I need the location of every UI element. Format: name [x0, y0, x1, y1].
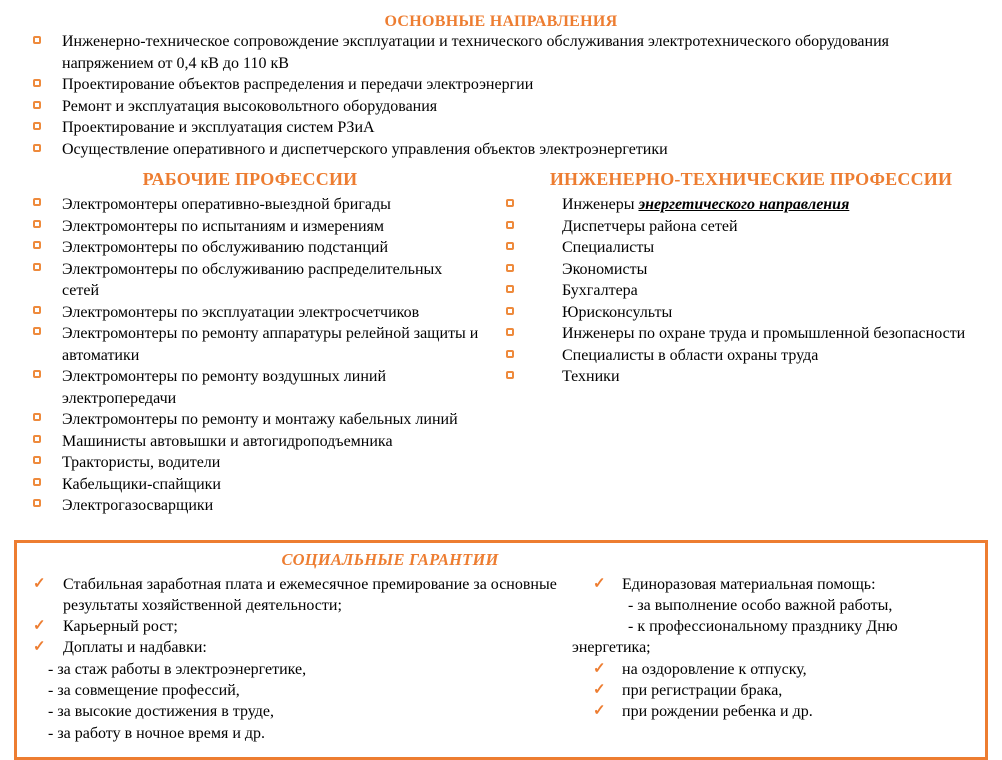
list-item-text: Кабельщики-спайщики	[62, 475, 221, 493]
checkbox-bullet-icon	[33, 220, 41, 228]
item-emphasized: энергетического направления	[638, 196, 850, 213]
list-item-text: Бухгалтера	[562, 282, 638, 299]
list-item	[17, 701, 572, 722]
engineering-professions-list	[500, 194, 1002, 388]
list-item	[0, 31, 1002, 74]
list-item	[0, 237, 500, 259]
list-item-text: Карьерный рост;	[63, 618, 178, 636]
list-item-text: при регистрации брака,	[622, 681, 783, 699]
item-prefix: Инженеры	[562, 196, 635, 213]
social-guarantees-right-column	[572, 574, 985, 744]
social-guarantees-left-list	[17, 574, 572, 744]
checkbox-bullet-icon	[506, 221, 514, 229]
checkbox-bullet-icon	[33, 101, 41, 109]
list-item-text: Электромонтеры по обслуживанию подстанций	[62, 239, 389, 256]
main-directions-title: ОСНОВНЫЕ НАПРАВЛЕНИЯ	[384, 13, 618, 30]
list-item	[500, 194, 1002, 216]
list-item	[0, 259, 500, 302]
check-icon: ✓	[33, 639, 46, 656]
social-guarantees-left-column	[17, 574, 572, 744]
checkbox-bullet-icon	[33, 79, 41, 87]
list-item-text: Ремонт и эксплуатация высоковольтного оборудования	[62, 97, 438, 115]
list-item	[17, 616, 572, 637]
checkbox-bullet-icon	[33, 435, 41, 443]
list-item-text: Электрогазосварщики	[62, 497, 214, 514]
social-guarantees-right-list	[572, 574, 985, 723]
list-item-text: Экономисты	[562, 260, 648, 278]
list-item-text: Доплаты и надбавки:	[63, 639, 207, 657]
list-item-text: - за выполнение особо важной работы,	[628, 596, 893, 614]
check-icon: ✓	[593, 575, 606, 592]
checkbox-bullet-icon	[33, 478, 41, 486]
list-item	[572, 659, 985, 680]
list-item-text: Стабильная заработная плата и ежемесячное премирование за основные результаты хозяйственной деятельности;	[63, 575, 557, 614]
checkbox-bullet-icon	[506, 242, 514, 250]
social-guarantees-box	[14, 540, 988, 760]
checkbox-bullet-icon	[33, 327, 41, 335]
list-item-text: Инженеры по охране труда и промышленной безопасности	[562, 325, 966, 342]
list-item-text: Электромонтеры по испытаниям и измерениям	[62, 217, 385, 235]
list-item	[500, 345, 1002, 367]
list-item	[500, 259, 1002, 281]
checkbox-bullet-icon	[33, 122, 41, 130]
list-item	[17, 574, 572, 617]
list-item	[17, 637, 572, 658]
list-item-text: на оздоровление к отпуску,	[622, 660, 807, 678]
engineering-professions-column	[500, 169, 1002, 517]
checkbox-bullet-icon	[33, 370, 41, 378]
list-item	[0, 96, 1002, 118]
worker-professions-list	[0, 194, 500, 517]
check-icon: ✓	[593, 703, 606, 720]
list-item	[17, 723, 572, 744]
list-item	[500, 302, 1002, 324]
list-item	[0, 366, 500, 409]
list-item	[572, 616, 942, 659]
checkbox-bullet-icon	[33, 263, 41, 271]
list-item	[500, 366, 1002, 388]
checkbox-bullet-icon	[33, 306, 41, 314]
list-item	[0, 452, 500, 474]
check-icon: ✓	[33, 575, 46, 592]
list-item-text: Трактористы, водители	[62, 454, 221, 471]
list-item-text: - за совмещение профессий,	[48, 681, 240, 699]
check-icon: ✓	[33, 618, 46, 635]
list-item	[0, 431, 500, 453]
checkbox-bullet-icon	[33, 144, 41, 152]
list-item	[500, 237, 1002, 259]
list-item-text: Электромонтеры по обслуживанию распределительных сетей	[62, 260, 443, 299]
list-item-text: при рождении ребенка и др.	[622, 703, 813, 721]
list-item	[0, 117, 1002, 139]
list-item	[0, 139, 1002, 161]
list-item	[0, 194, 500, 216]
list-item-text: Электромонтеры по ремонту воздушных линий электропередачи	[62, 368, 387, 407]
list-item-text: - за высокие достижения в труде,	[48, 703, 274, 721]
list-item	[572, 574, 985, 595]
list-item-text: Электромонтеры по эксплуатации электросчетчиков	[62, 303, 420, 321]
list-item-text: Инженерно-техническое сопровождение эксплуатации и технического обслуживания электротехнического оборудования напряжением от 0,4 кВ до 110 кВ	[62, 33, 889, 72]
list-item-text: Проектирование и эксплуатация систем РЗиА	[62, 119, 375, 136]
checkbox-bullet-icon	[33, 413, 41, 421]
list-item-text: Диспетчеры района сетей	[562, 217, 738, 235]
worker-professions-column	[0, 169, 500, 517]
list-item	[572, 701, 985, 722]
list-item	[0, 302, 500, 324]
engineering-professions-title: ИНЖЕНЕРНО-ТЕХНИЧЕСКИЕ ПРОФЕССИИ	[549, 169, 953, 189]
main-directions-list	[0, 31, 1002, 160]
list-item-text: Специалисты	[562, 239, 655, 256]
list-item-text: Осуществление оперативного и диспетчерского управления объектов электроэнергетики	[62, 140, 668, 158]
list-item-text	[562, 196, 849, 213]
list-item-text: - за работу в ночное время и др.	[48, 724, 266, 742]
checkbox-bullet-icon	[33, 456, 41, 464]
list-item	[0, 74, 1002, 96]
list-item-text: Специалисты в области охраны труда	[562, 346, 819, 364]
checkbox-bullet-icon	[506, 371, 514, 379]
list-item-text: - за стаж работы в электроэнергетике,	[48, 660, 307, 678]
worker-professions-title: РАБОЧИЕ ПРОФЕССИИ	[142, 169, 358, 189]
list-item-text: Проектирование объектов распределения и передачи электроэнергии	[62, 76, 534, 93]
list-item	[0, 323, 500, 366]
checkbox-bullet-icon	[33, 36, 41, 44]
list-item	[17, 659, 572, 680]
check-icon: ✓	[593, 660, 606, 677]
list-item-text: Электромонтеры оперативно-выездной бригады	[62, 196, 391, 213]
list-item	[572, 680, 985, 701]
checkbox-bullet-icon	[506, 328, 514, 336]
list-item	[0, 216, 500, 238]
social-guarantees-title: СОЦИАЛЬНЫЕ ГАРАНТИИ	[281, 549, 499, 569]
list-item	[500, 323, 1002, 345]
list-item	[0, 495, 500, 517]
list-item-text: Машинисты автовышки и автогидроподъемника	[62, 432, 393, 450]
check-icon: ✓	[593, 681, 606, 698]
checkbox-bullet-icon	[33, 241, 41, 249]
professions-columns	[0, 169, 1002, 517]
checkbox-bullet-icon	[506, 285, 514, 293]
list-item-text: - к профессиональному празднику Дню энергетика;	[572, 618, 898, 657]
checkbox-bullet-icon	[506, 350, 514, 358]
list-item	[0, 409, 500, 431]
list-item	[500, 280, 1002, 302]
list-item-text: Техники	[562, 368, 620, 385]
list-item	[572, 595, 985, 616]
checkbox-bullet-icon	[33, 198, 41, 206]
social-guarantees-columns	[17, 574, 985, 744]
list-item-text: Электромонтеры по ремонту аппаратуры релейной защиты и автоматики	[62, 325, 479, 364]
list-item-text: Единоразовая материальная помощь:	[622, 575, 876, 593]
list-item	[500, 216, 1002, 238]
list-item	[17, 680, 572, 701]
checkbox-bullet-icon	[33, 499, 41, 507]
list-item-text: Юрисконсульты	[562, 303, 673, 321]
checkbox-bullet-icon	[506, 264, 514, 272]
checkbox-bullet-icon	[506, 307, 514, 315]
list-item	[0, 474, 500, 496]
list-item-text: Электромонтеры по ремонту и монтажу кабельных линий	[62, 411, 458, 428]
checkbox-bullet-icon	[506, 199, 514, 207]
